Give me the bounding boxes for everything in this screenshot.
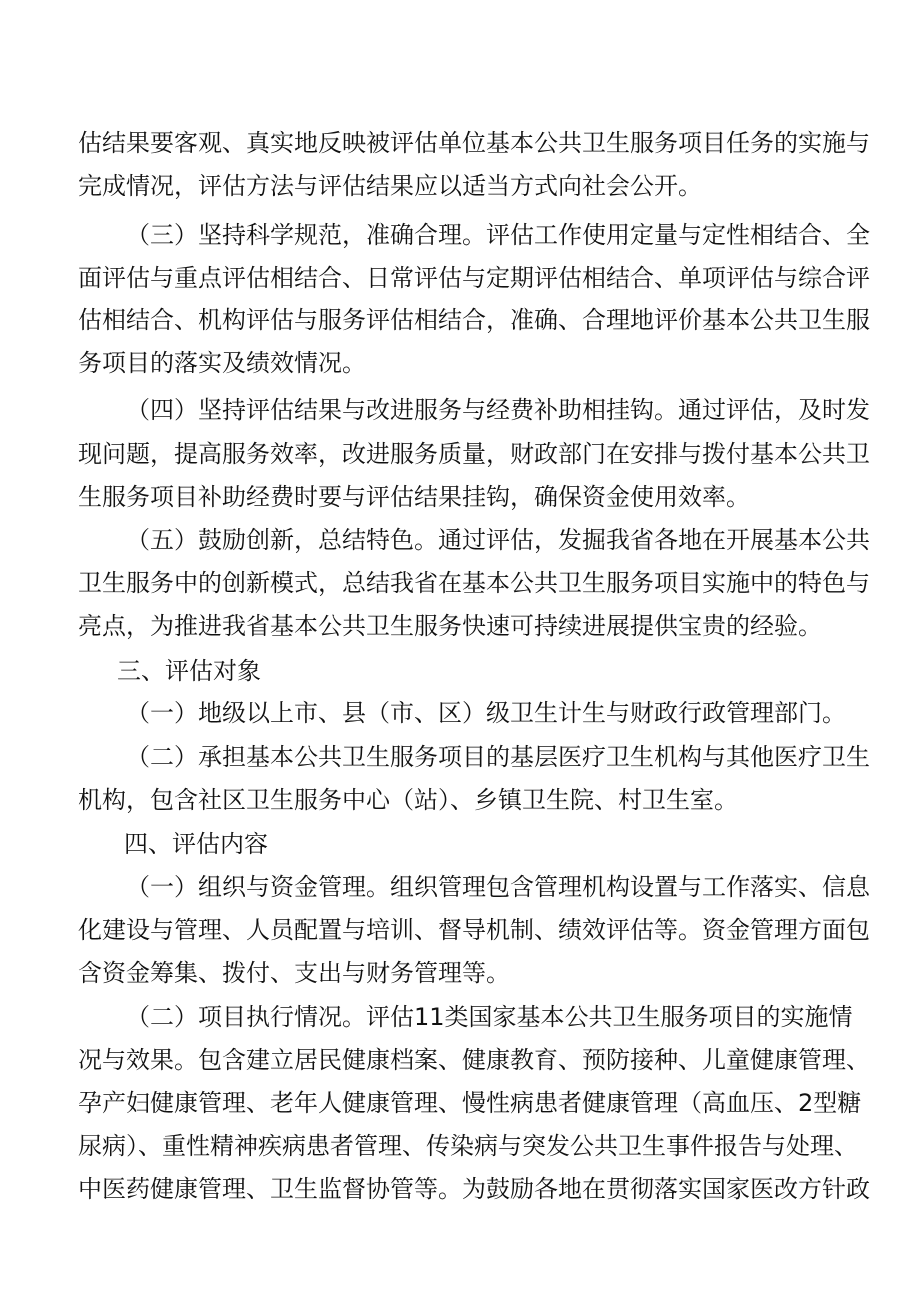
text-line: 化建设与管理、人员配置与培训、督导机制、绩效评估等。资金管理方面包 [78, 916, 870, 944]
section-heading: 三、评估对象 [117, 657, 261, 685]
text-line: 含资金筹集、拨付、支出与财务管理等。 [78, 959, 510, 987]
text-line: 面评估与重点评估相结合、日常评估与定期评估相结合、单项评估与综合评 [78, 264, 870, 292]
text-line: 生服务项目补助经费时要与评估结果挂钩，确保资金使用效率。 [78, 483, 750, 511]
text-line: 估相结合、机构评估与服务评估相结合，准确、合理地评价基本公共卫生服 [78, 306, 870, 334]
text-line: 完成情况，评估方法与评估结果应以适当方式向社会公开。 [78, 172, 702, 200]
text-line: 况与效果。包含建立居民健康档案、健康教育、预防接种、儿童健康管理、 [78, 1046, 870, 1074]
text-line: （三）坚持科学规范，准确合理。评估工作使用定量与定性相结合、全 [126, 221, 870, 249]
text-line: （五）鼓励创新，总结特色。通过评估，发掘我省各地在开展基本公共 [126, 526, 870, 554]
text-line: 估结果要客观、真实地反映被评估单位基本公共卫生服务项目任务的实施与 [78, 129, 870, 157]
text-line: （四）坚持评估结果与改进服务与经费补助相挂钩。通过评估，及时发 [126, 396, 870, 424]
text-line: 务项目的落实及绩效情况。 [78, 349, 366, 377]
section-heading: 四、评估内容 [124, 830, 268, 858]
text-line: 孕产妇健康管理、老年人健康管理、慢性病患者健康管理（高血压、2型糖 [78, 1089, 862, 1117]
text-line: （二）承担基本公共卫生服务项目的基层医疗卫生机构与其他医疗卫生 [126, 743, 870, 771]
text-line: 中医药健康管理、卫生监督协管等。为鼓励各地在贯彻落实国家医改方针政 [78, 1175, 870, 1203]
text-line: 亮点，为推进我省基本公共卫生服务快速可持续进展提供宝贵的经验。 [78, 612, 822, 640]
text-line: （二）项目执行情况。评估11类国家基本公共卫生服务项目的实施情 [126, 1003, 853, 1031]
text-line: 尿病）、重性精神疾病患者管理、传染病与突发公共卫生事件报告与处理、 [78, 1132, 858, 1160]
text-line: 机构，包含社区卫生服务中心（站）、乡镇卫生院、村卫生室。 [78, 786, 738, 814]
text-line: 卫生服务中的创新模式，总结我省在基本公共卫生服务项目实施中的特色与 [78, 569, 870, 597]
text-line: 现问题，提高服务效率，改进服务质量，财政部门在安排与拨付基本公共卫 [78, 440, 870, 468]
text-line: （一）地级以上市、县（市、区）级卫生计生与财政行政管理部门。 [126, 699, 846, 727]
text-line: （一）组织与资金管理。组织管理包含管理机构设置与工作落实、信息 [126, 873, 870, 901]
